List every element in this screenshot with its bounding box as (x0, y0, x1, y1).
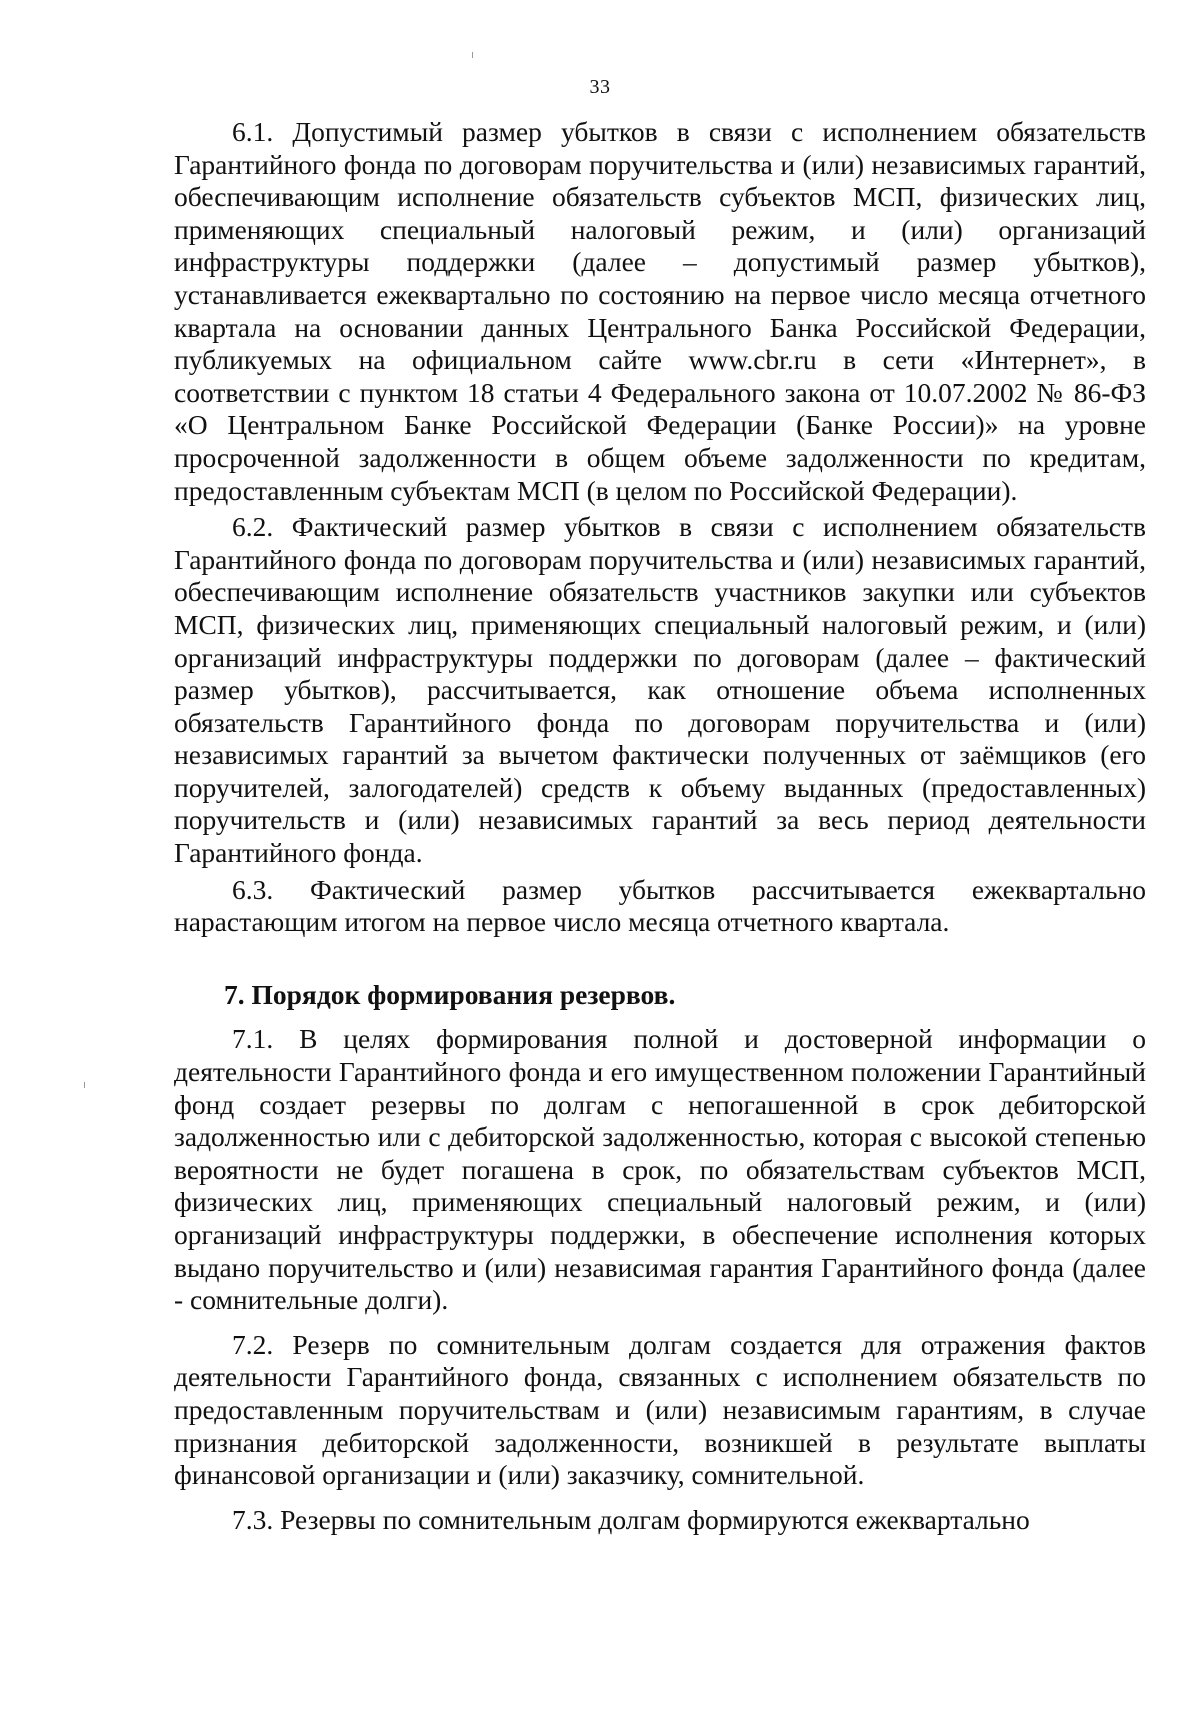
paragraph-7-3: 7.3. Резервы по сомнительным долгам формируются ежеквартально (232, 1503, 1030, 1535)
paragraph-7-1: 7.1. В целях формирования полной и достоверной информации о деятельности Гарантийного фонда и его имущественном положении Гарантийный фонд создает резервы по долгам с непогашенной в срок дебиторской задолженностью или с дебиторской задолженностью, которая с высокой степенью вероятности не будет погашена в срок, по обязательствам субъектов МСП, физических лиц, применяющих специальный налоговый режим, и (или) организаций инфраструктуры поддержки, в обеспечение исполнения которых выдано поручительство и (или) независимая гарантия Гарантийного фонда (далее - сомнительные долги). (174, 1023, 1146, 1316)
scan-mark (84, 1082, 85, 1088)
paragraph-6-3: 6.3. Фактический размер убытков рассчитывается ежеквартально нарастающим итогом на первое число месяца отчетного квартала. (174, 873, 1146, 938)
paragraph-7-2: 7.2. Резерв по сомнительным долгам создается для отражения фактов деятельности Гарантийного фонда, связанных с исполнением обязательств по предоставленным поручительствам и (или) независимым гарантиям, в случае признания дебиторской задолженности, возникшей в результате выплаты финансовой организации и (или) заказчику, сомнительной. (174, 1328, 1146, 1491)
paragraph-6-2: 6.2. Фактический размер убытков в связи с исполнением обязательств Гарантийного фонда по договорам поручительства и (или) независимых гарантий, обеспечивающим исполнение обязательств участников закупки или субъектов МСП, физических лиц, применяющих специальный налоговый режим, и (или) организаций инфраструктуры поддержки по договорам (далее – фактический размер убытков), рассчитывается, как отношение объема исполненных обязательств Гарантийного фонда по договорам поручительства и (или) независимых гарантий за вычетом фактически полученных от заёмщиков (его поручителей, залогодателей) средств к объему выданных (предоставленных) поручительств и (или) независимых гарантий за весь период деятельности Гарантийного фонда. (174, 511, 1146, 869)
paragraph-6-1: 6.1. Допустимый размер убытков в связи с исполнением обязательств Гарантийного фонда по договорам поручительства и (или) независимых гарантий, обеспечивающим исполнение обязательств субъектов МСП, физических лиц, применяющих специальный налоговый режим, и (или) организаций инфраструктуры поддержки (далее – допустимый размер убытков), устанавливается ежеквартально по состоянию на первое число месяца отчетного квартала на основании данных Центрального Банка Российской Федерации, публикуемых на официальном сайте www.cbr.ru в сети «Интернет», в соответствии с пунктом 18 статьи 4 Федерального закона от 10.07.2002 № 86-ФЗ «О Центральном Банке Российской Федерации (Банке России)» на уровне просроченной задолженности в общем объеме задолженности по кредитам, предоставленным субъектам МСП (в целом по Российской Федерации). (174, 116, 1146, 506)
document-body (174, 116, 1146, 1536)
scan-mark (472, 52, 473, 58)
section-7-heading: 7. Порядок формирования резервов. (224, 978, 676, 1010)
page-number: 33 (589, 76, 611, 98)
